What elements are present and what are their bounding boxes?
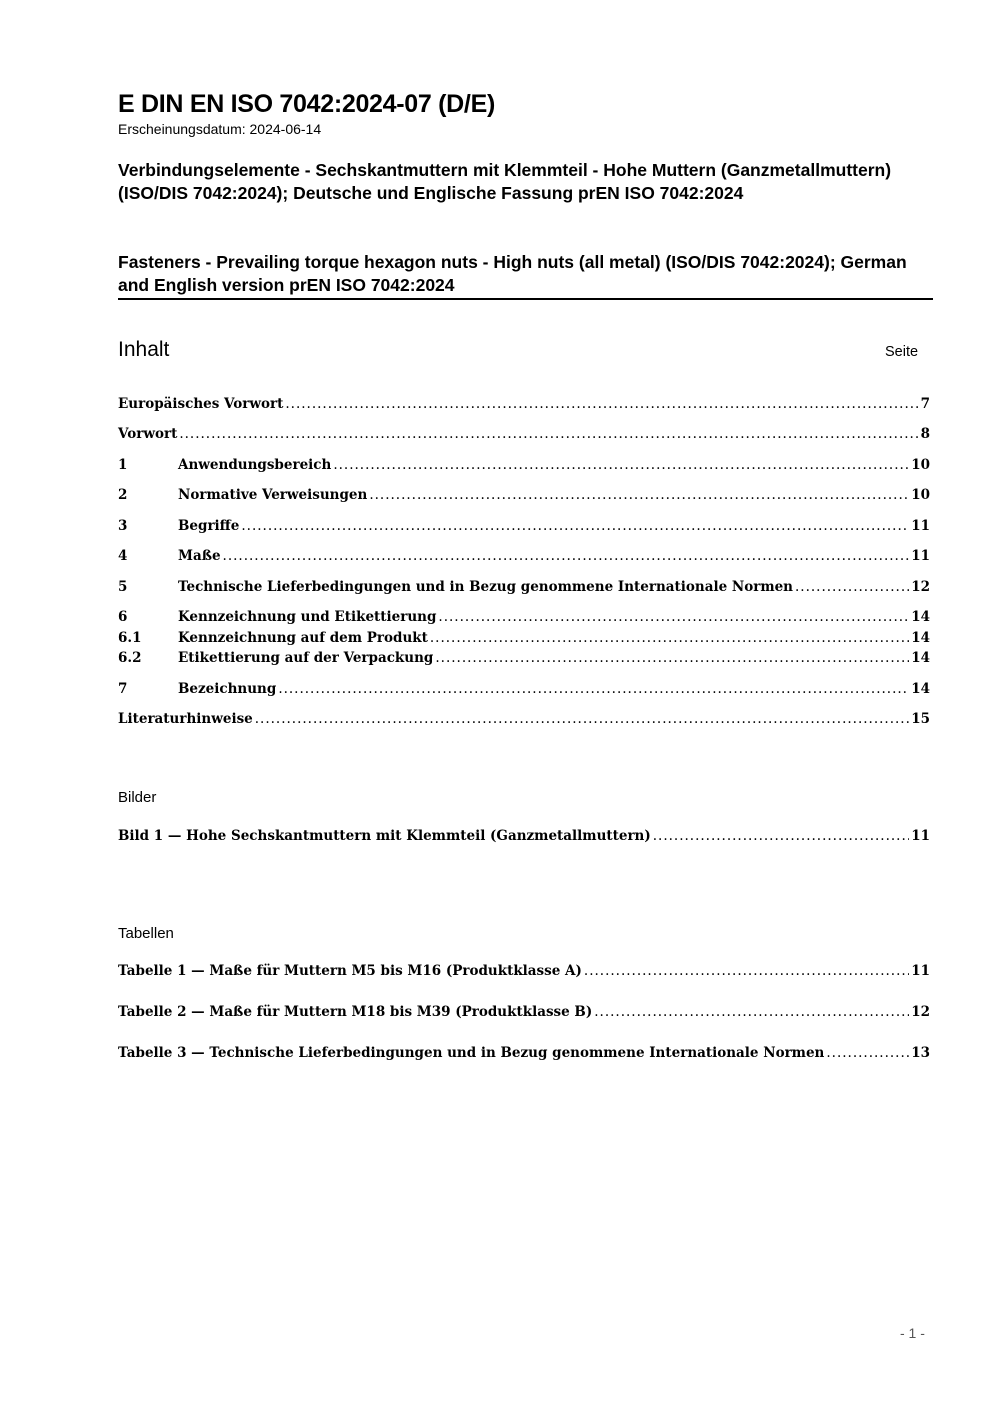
figure-entry-text: Bild 1 — Hohe Sechskantmuttern mit Klemmteil (Ganzmetallmuttern) xyxy=(118,828,651,844)
toc-entry-number: 6.1 xyxy=(118,630,142,646)
table-entry-page: 11 xyxy=(911,963,930,979)
toc-entry-page: 11 xyxy=(911,518,930,534)
toc-entry-number: 1 xyxy=(118,457,128,473)
toc-entry-text: Maße xyxy=(178,548,221,564)
toc-entry-page: 10 xyxy=(911,457,930,473)
toc-leader xyxy=(435,650,909,666)
toc-entry[interactable] xyxy=(118,681,930,701)
toc-entry[interactable] xyxy=(118,457,930,477)
title-german: Verbindungselemente - Sechskantmuttern mit Klemmteil - Hohe Muttern (Ganzmetallmuttern) (ISO/DIS 7042:2024); Deutsche und Englische Fassung prEN ISO 7042:2024 xyxy=(118,160,892,203)
toc-entry[interactable] xyxy=(118,650,930,670)
toc-page-label: Seite xyxy=(885,344,919,360)
document-id: E DIN EN ISO 7042:2024-07 (D/E) xyxy=(118,90,495,118)
toc-entry[interactable] xyxy=(118,630,930,650)
table-entry-page: 12 xyxy=(911,1004,930,1020)
toc-entry-page: 8 xyxy=(920,426,930,442)
toc-entry-page: 12 xyxy=(911,579,930,595)
toc-leader xyxy=(653,828,909,844)
toc-leader xyxy=(241,518,909,534)
toc-entry-number: 2 xyxy=(118,487,128,503)
toc-entry-number: 4 xyxy=(118,548,128,564)
toc-leader xyxy=(223,548,910,564)
figures-heading: Bilder xyxy=(118,789,157,806)
toc-entry[interactable] xyxy=(118,579,930,599)
table-entry-page: 13 xyxy=(911,1045,930,1061)
toc-entry-page: 7 xyxy=(920,396,930,412)
toc-entry-page: 10 xyxy=(911,487,930,503)
toc-leader xyxy=(594,1004,909,1020)
table-entry[interactable] xyxy=(118,1045,930,1065)
toc-entry-text: Kennzeichnung auf dem Produkt xyxy=(178,630,428,646)
toc-leader xyxy=(179,426,918,442)
toc-entry-page: 14 xyxy=(911,630,930,646)
toc-leader xyxy=(438,609,909,625)
toc-entry-number: 3 xyxy=(118,518,128,534)
toc-entry[interactable] xyxy=(118,548,930,568)
toc-leader xyxy=(278,681,909,697)
figure-entry[interactable] xyxy=(118,828,930,848)
toc-entry-page: 14 xyxy=(911,681,930,697)
toc-entry-page: 14 xyxy=(911,609,930,625)
toc-entry-text: Technische Lieferbedingungen und in Bezug genommene Internationale Normen xyxy=(178,579,794,595)
toc-entry[interactable] xyxy=(118,518,930,538)
title-english: Fasteners - Prevailing torque hexagon nuts - High nuts (all metal) (ISO/DIS 7042:2024); German and English version prEN ISO 7042:2024 xyxy=(118,251,933,300)
toc-heading: Inhalt xyxy=(118,338,170,361)
toc-leader xyxy=(430,630,909,646)
toc-entry-text: Literaturhinweise xyxy=(118,711,253,727)
toc-entry-text: Anwendungsbereich xyxy=(178,457,332,473)
toc-entry[interactable] xyxy=(118,426,930,446)
toc-leader xyxy=(584,963,909,979)
toc-leader xyxy=(285,396,918,412)
toc-entry-number: 5 xyxy=(118,579,128,595)
table-entry-text: Tabelle 3 — Technische Lieferbedingungen und in Bezug genommene Internationale Normen xyxy=(118,1045,825,1061)
table-entry-text: Tabelle 2 — Maße für Muttern M18 bis M39 (Produktklasse B) xyxy=(118,1004,593,1020)
table-entry-text: Tabelle 1 — Maße für Muttern M5 bis M16 (Produktklasse A) xyxy=(118,963,582,979)
toc-entry[interactable] xyxy=(118,609,930,629)
toc-entry-text: Vorwort xyxy=(118,426,178,442)
figure-entry-page: 11 xyxy=(911,828,930,844)
toc-leader xyxy=(369,487,909,503)
page-number: - 1 - xyxy=(900,1325,925,1341)
toc-entry-text: Normative Verweisungen xyxy=(178,487,368,503)
tables-heading: Tabellen xyxy=(118,925,174,942)
toc-entry[interactable] xyxy=(118,396,930,416)
toc-entry-text: Europäisches Vorwort xyxy=(118,396,284,412)
toc-entry-number: 7 xyxy=(118,681,128,697)
toc-entry-text: Begriffe xyxy=(178,518,240,534)
toc-leader xyxy=(795,579,909,595)
publication-date: Erscheinungsdatum: 2024-06-14 xyxy=(118,121,322,137)
toc-entry-page: 11 xyxy=(911,548,930,564)
table-entry[interactable] xyxy=(118,1004,930,1024)
toc-entry-text: Etikettierung auf der Verpackung xyxy=(178,650,434,666)
toc-entry[interactable] xyxy=(118,711,930,731)
toc-entry-text: Bezeichnung xyxy=(178,681,277,697)
toc-leader xyxy=(826,1045,909,1061)
table-entry[interactable] xyxy=(118,963,930,983)
toc-entry-number: 6 xyxy=(118,609,128,625)
toc-entry-page: 14 xyxy=(911,650,930,666)
toc-entry-number: 6.2 xyxy=(118,650,142,666)
toc-entry-page: 15 xyxy=(911,711,930,727)
toc-leader xyxy=(255,711,909,727)
toc-entry-text: Kennzeichnung und Etikettierung xyxy=(178,609,437,625)
toc-entry[interactable] xyxy=(118,487,930,507)
toc-leader xyxy=(333,457,909,473)
